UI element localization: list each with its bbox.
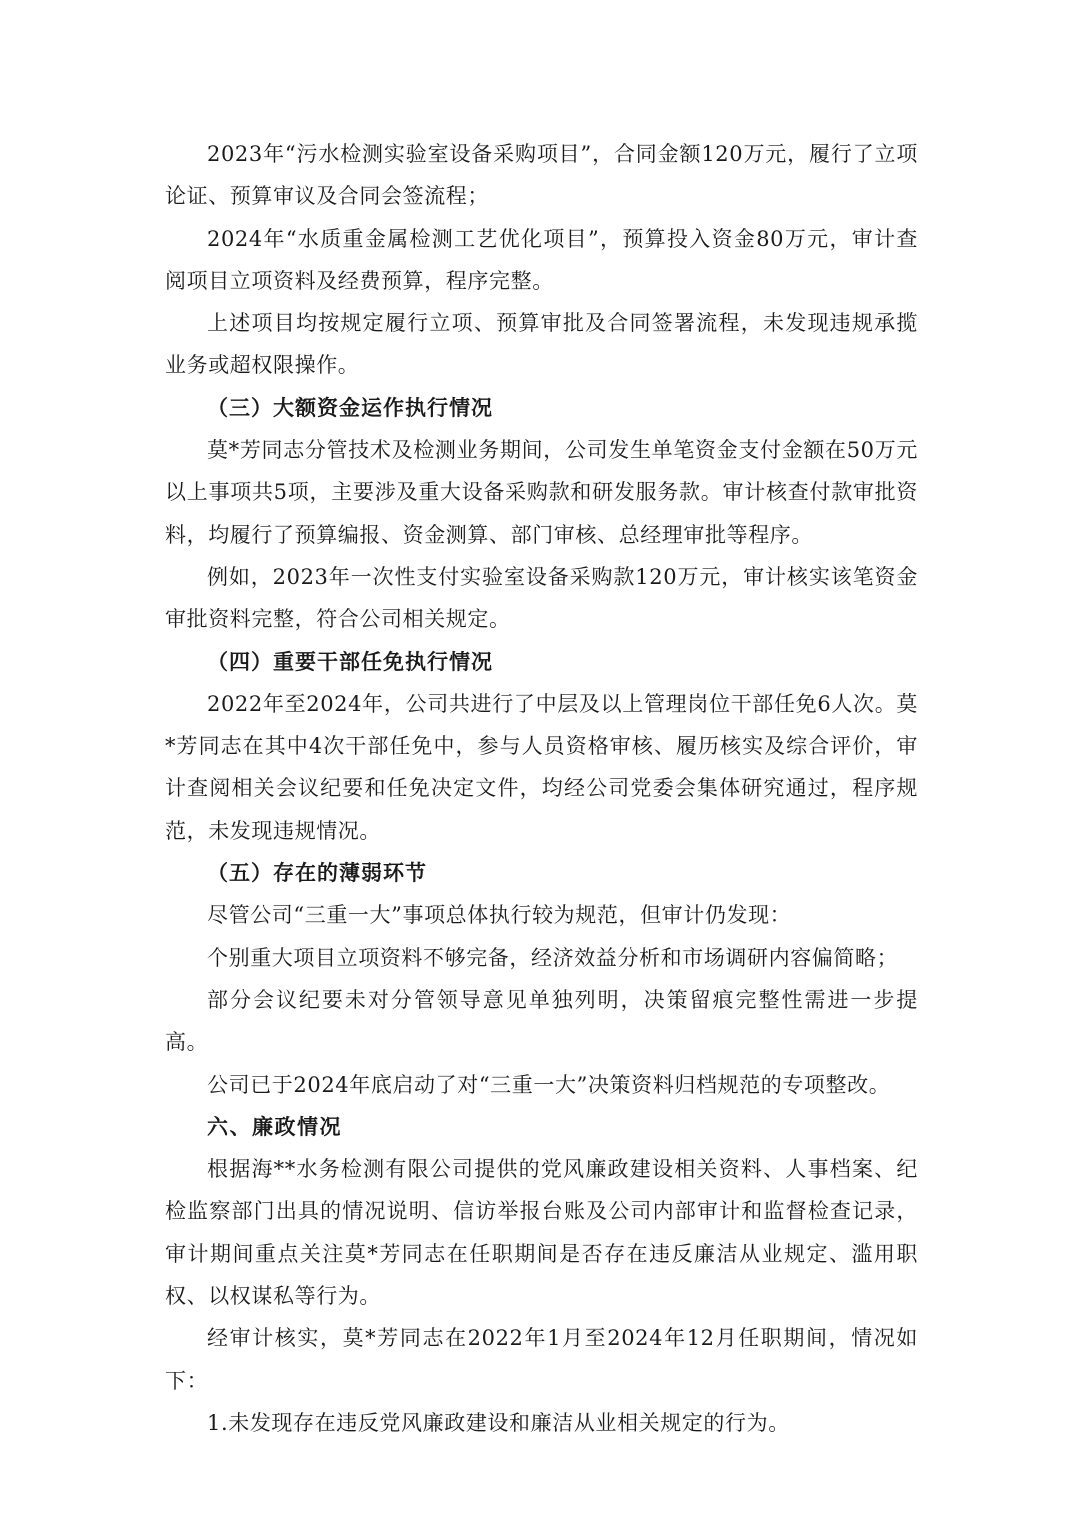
paragraph-integrity-finding: 经审计核实，莫*芳同志在2022年1月至2024年12月任职期间，情况如下： (165, 1326, 918, 1393)
paragraph-project-2023: 2023年“污水检测实验室设备采购项目”，合同金额120万元，履行了立项论证、预算审议及合同会签流程； (165, 142, 918, 209)
paragraph-integrity-scope: 根据海**水务检测有限公司提供的党风廉政建设相关资料、人事档案、纪检监察部门出具的情况说明、信访举报台账及公司内部审计和监督检查记录，审计期间重点关注莫*芳同志在任职期间是否存在违反廉洁从业规定、滥用职权、以权谋私等行为。 (165, 1157, 918, 1309)
paragraph-large-funds-example: 例如，2023年一次性支付实验室设备采购款120万元，审计核实该笔资金审批资料完整，符合公司相关规定。 (165, 564, 918, 632)
paragraph-project-summary: 上述项目均按规定履行立项、预算审批及合同签署流程，未发现违规承揽业务或超权限操作。 (165, 311, 918, 378)
paragraph-large-funds: 莫*芳同志分管技术及检测业务期间，公司发生单笔资金支付金额在50万元以上事项共5项，主要涉及重大设备采购款和研发服务款。审计核查付款审批资料，均履行了预算编报、资金测算、部门审核、总经理审批等程序。 (165, 438, 918, 547)
paragraph-integrity-item-1: 1.未发现存在违反党风廉政建设和廉洁从业相关规定的行为。 (207, 1410, 790, 1435)
paragraph-weakness-1: 个别重大项目立项资料不够完备，经济效益分析和市场调研内容偏简略； (207, 945, 899, 970)
paragraph-cadre-appointment: 2022年至2024年，公司共进行了中层及以上管理岗位干部任免6人次。莫*芳同志在其中4次干部任免中，参与人员资格审核、履历核实及综合评价，审计查阅相关会议纪要和任免决定文件，均经公司党委会集体研究通过，程序规范，未发现违规情况。 (165, 691, 918, 843)
section-heading-weaknesses: （五）存在的薄弱环节 (207, 860, 427, 886)
section-heading-large-funds: （三）大额资金运作执行情况 (207, 394, 493, 420)
paragraph-project-2024: 2024年“水质重金属检测工艺优化项目”，预算投入资金80万元，审计查阅项目立项资料及经费预算，程序完整。 (165, 226, 918, 293)
paragraph-rectification: 公司已于2024年底启动了对“三重一大”决策资料归档规范的专项整改。 (207, 1072, 891, 1097)
paragraph-weakness-2: 部分会议纪要未对分管领导意见单独列明，决策留痕完整性需进一步提高。 (165, 987, 918, 1055)
paragraph-weaknesses-intro: 尽管公司“三重一大”事项总体执行较为规范，但审计仍发现： (207, 903, 792, 928)
section-heading-cadre-appointment: （四）重要干部任免执行情况 (207, 648, 493, 674)
chapter-heading-integrity: 六、廉政情况 (207, 1113, 342, 1139)
